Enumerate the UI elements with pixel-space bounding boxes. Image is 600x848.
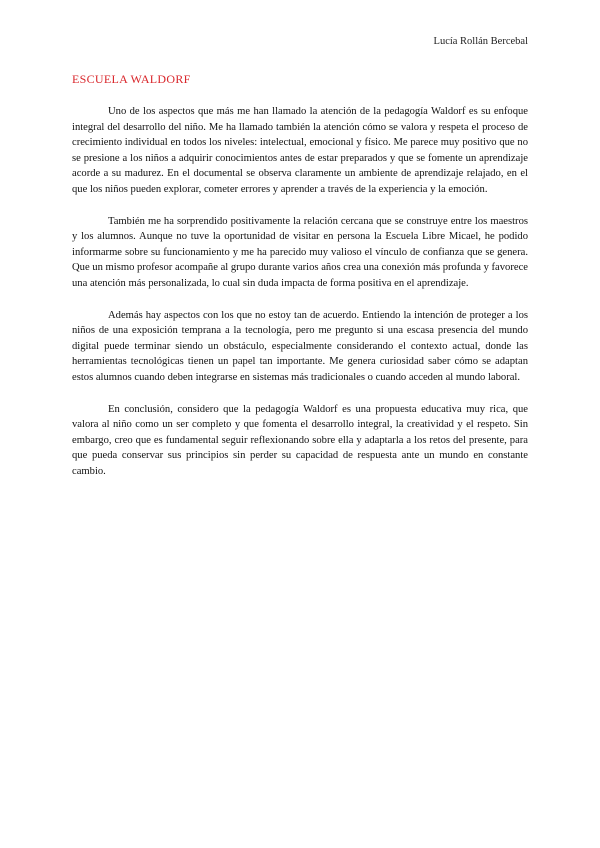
paragraph-3: Además hay aspectos con los que no estoy tan de acuerdo. Entiendo la intención de proteger a los niños de una exposición temprana a la tecnología, pero me pregunto si una escasa presencia del mundo digital puede terminar siendo un obstáculo, especialmente considerando el contexto actual, donde las herramientas tecnológicas tienen un papel tan importante. Me genera curiosidad saber cómo se adaptan estos alumnos cuando deben integrarse en sistemas más tradicionales o cuando acceden al mundo laboral. — [72, 309, 528, 383]
paragraph-2: También me ha sorprendido positivamente la relación cercana que se construye entre los maestros y los alumnos. Aunque no tuve la oportunidad de visitar en persona la Escuela Libre Micael, he podido informarme sobre su funcionamiento y me ha parecido muy valioso el vínculo de confianza que se genera. Que un mismo profesor acompañe al grupo durante varios años crea una conexión más profunda y favorece una atención más personalizada, lo cual sin duda impacta de forma positiva en el aprendizaje. — [72, 215, 528, 289]
paragraph-1: Uno de los aspectos que más me han llamado la atención de la pedagogía Waldorf es su enfoque integral del desarrollo del niño. Me ha llamado también la atención cómo se valora y respeta el proceso de crecimiento individual en todos los niveles: intelectual, emocional y físico. Me parece muy positivo que no se presione a los niños a adquirir conocimientos antes de estar preparados y que se fomente un aprendizaje acorde a su madurez. En el documental se observa claramente un ambiente de aprendizaje relajado, en el que los niños pueden explorar, cometer errores y aprender a través de la experiencia y la emoción. — [72, 106, 528, 195]
paragraph-4: En conclusión, considero que la pedagogía Waldorf es una propuesta educativa muy rica, que valora al niño como un ser completo y que fomenta el desarrollo integral, la creatividad y el respeto. Sin embargo, creo que es fundamental seguir reflexionando sobre ella y adaptarla a los retos del presente, para que pueda conservar sus principios sin perder su capacidad de respuesta ante un mundo en constante cambio. — [72, 403, 528, 477]
header-author: Lucía Rollán Bercebal — [433, 36, 528, 47]
document-body — [72, 104, 528, 495]
document-title: ESCUELA WALDORF — [72, 72, 191, 86]
